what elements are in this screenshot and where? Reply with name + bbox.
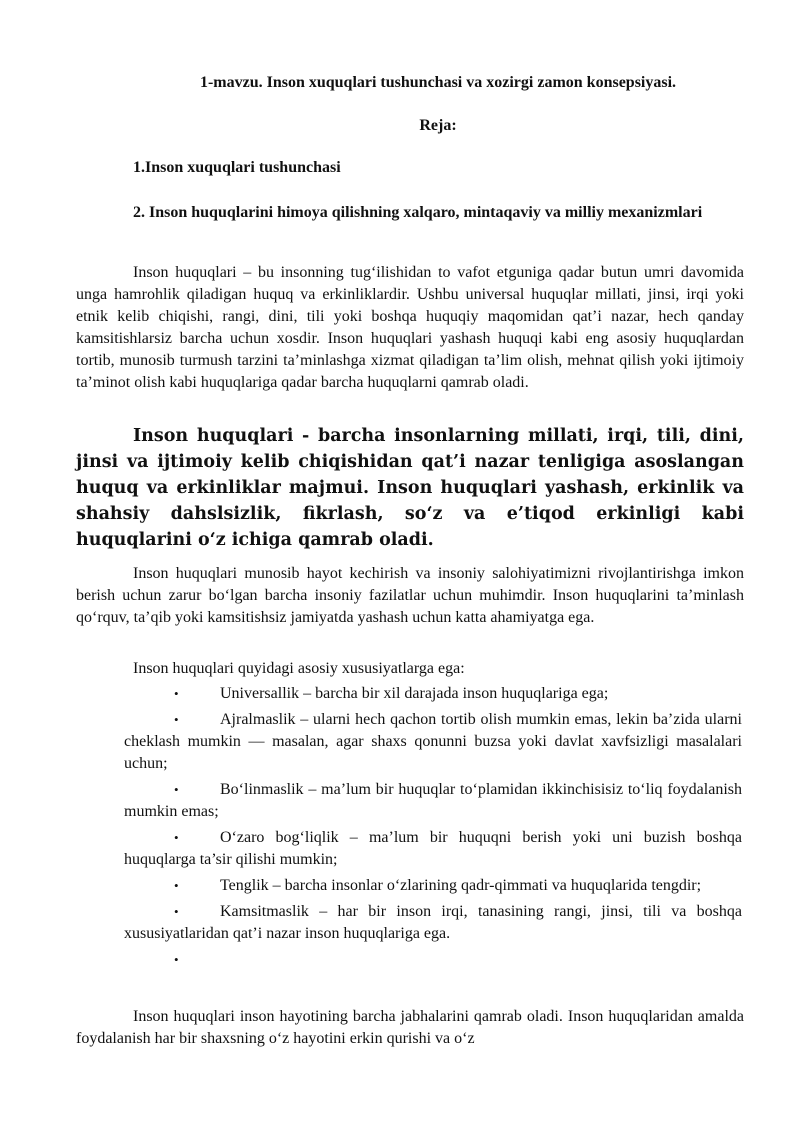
list-item-text: Tenglik – barcha insonlar o‘zlarining qadr-qimmati va huquqlarida tengdir; <box>220 877 702 894</box>
list-item <box>124 683 742 705</box>
bullet-icon: • <box>174 712 179 727</box>
list-item-text: Ajralmaslik – ularni hech qachon tortib olish mumkin emas, lekin ba’zida ularni cheklash mumkin — masalan, agar shaxs qonunni buzsa yoki davlat xavfsizligi masalalari uchun; <box>124 711 742 772</box>
list-item-text: Bo‘linmaslik – ma’lum bir huquqlar to‘plamidan ikkinchisisiz to‘liq foydalanish mumkin emas; <box>124 781 742 820</box>
list-item <box>124 901 742 945</box>
list-item <box>124 949 742 971</box>
list-item-text: Kamsitmaslik – har bir inson irqi, tanasining rangi, jinsi, tili va boshqa xususiyatlaridan qat’i nazar inson huquqlariga ega. <box>124 903 742 942</box>
plan-item-1: 1.Inson xuquqlari tushunchasi <box>133 159 341 176</box>
bullet-icon: • <box>174 686 179 701</box>
bullet-icon: • <box>174 782 179 797</box>
paragraph-importance: Inson huquqlari munosib hayot kechirish va insoniy salohiyatimizni rivojlantirishga imkon berish uchun zarur bo‘lgan barcha insoniy fazilatlar uchun muhimdir. Inson huquqlarini ta’minlash qo‘rquv, ta’qib yoki kamsitishsiz jamiyatda yashash uchun katta ahamiyatga ega. <box>76 565 744 626</box>
bullet-icon: • <box>174 904 179 919</box>
list-item-text: O‘zaro bog‘liqlik – ma’lum bir huquqni berish yoki uni buzish boshqa huquqlarga ta’sir qilishi mumkin; <box>124 829 742 868</box>
plan-item-2: 2. Inson huquqlarini himoya qilishning xalqaro, mintaqaviy va milliy mexanizmlari <box>133 204 703 221</box>
highlighted-definition: Inson huquqlari - barcha insonlarning millati, irqi, tili, dini, jinsi va ijtimoiy kelib chiqishidan qat’i nazar tenligiga asoslangan huquq va erkinliklar majmui. Inson huquqlari yashash, erkinlik va shahsiy dahslsizlik, fikrlash, so‘z va e’tiqod erkinligi kabi huquqlarini o‘z ichiga qamrab oladi. <box>76 426 744 550</box>
paragraph-scope: Inson huquqlari inson hayotining barcha jabhalarini qamrab oladi. Inson huquqlaridan amalda foydalanish har bir shaxsning o‘z hayotini erkin qurishi va o‘z <box>76 1008 744 1047</box>
bullet-icon: • <box>174 952 179 967</box>
bullet-icon: • <box>174 878 179 893</box>
features-list <box>124 683 742 975</box>
list-item <box>124 827 742 871</box>
list-item <box>124 709 742 775</box>
list-item-text: Universallik – barcha bir xil darajada inson huquqlariga ega; <box>220 685 609 702</box>
features-intro: Inson huquqlari quyidagi asosiy xususiyatlarga ega: <box>133 660 465 677</box>
bullet-icon: • <box>174 830 179 845</box>
list-item <box>124 779 742 823</box>
list-item <box>124 875 742 897</box>
list-item-text <box>220 951 224 968</box>
paragraph-definition: Inson huquqlari – bu insonning tug‘ilishidan to vafot etguniga qadar butun umri davomida unga hamrohlik qiladigan huquq va erkinliklardir. Ushbu universal huquqlar millati, jinsi, irqi yoki etnik kelib chiqishi, rangi, dini, tili yoki boshqa huquqiy maqomidan qat’i nazar, hech qanday kamsitishlarsiz barcha uchun xosdir. Inson huquqlari yashash huquqi kabi eng asosiy huquqlardan tortib, munosib turmush tarzini ta’minlashga xizmat qiladigan ta’lim olish, mehnat qilish yoki ijtimoiy ta’minot olish kabi huquqlariga qadar barcha huquqlarni qamrab oladi. <box>76 264 744 391</box>
plan-heading: Reja: <box>419 117 457 134</box>
document-title: 1-mavzu. Inson xuquqlari tushunchasi va xozirgi zamon konsepsiyasi. <box>199 74 677 91</box>
